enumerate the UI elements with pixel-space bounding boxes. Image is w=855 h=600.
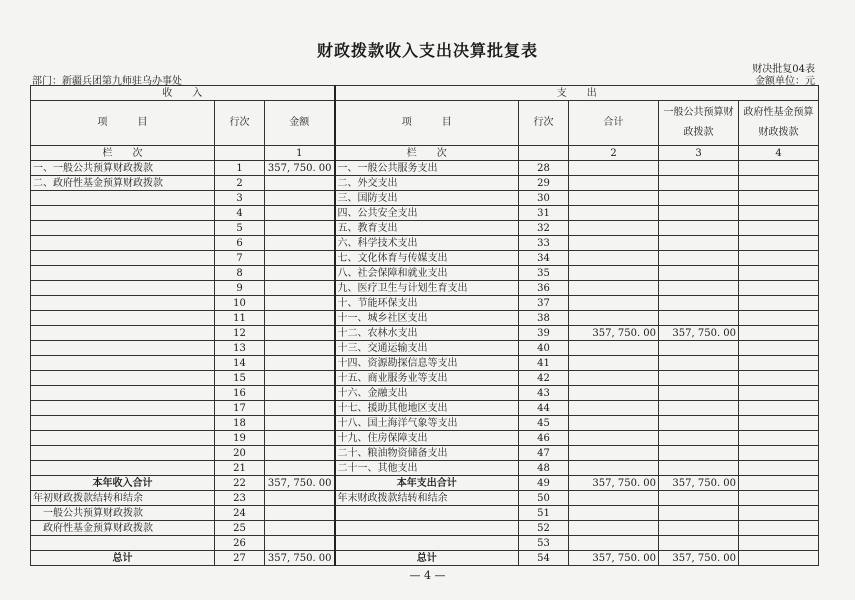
income-item-cell (31, 191, 215, 206)
expense-total-cell (569, 461, 659, 476)
income-amount-cell (265, 446, 335, 461)
expense-item-cell: 四、公共安全支出 (335, 206, 519, 221)
income-line-cell: 2 (215, 176, 265, 191)
fund-budget-cell (739, 206, 819, 221)
table-row (31, 416, 819, 431)
income-amount-cell (265, 416, 335, 431)
income-line-cell: 23 (215, 491, 265, 506)
income-item-cell (31, 461, 215, 476)
table-row (31, 206, 819, 221)
table-row (31, 371, 819, 386)
general-budget-cell: 357, 750. 00 (659, 326, 739, 341)
general-budget-cell (659, 521, 739, 536)
income-item-cell (31, 266, 215, 281)
table-row (31, 296, 819, 311)
general-budget-cell (659, 251, 739, 266)
expense-line-cell: 49 (519, 476, 569, 491)
income-amount-cell (265, 191, 335, 206)
expense-total-cell (569, 371, 659, 386)
summary-row (31, 491, 819, 506)
general-budget-cell (659, 266, 739, 281)
income-item-cell: 一、一般公共预算财政拨款 (31, 161, 215, 176)
income-item-cell (31, 401, 215, 416)
fund-budget-cell (739, 371, 819, 386)
income-line-cell: 6 (215, 236, 265, 251)
expense-item-cell: 十八、国土海洋气象等支出 (335, 416, 519, 431)
income-line-cell: 15 (215, 371, 265, 386)
expense-item-cell: 十一、城乡社区支出 (335, 311, 519, 326)
expense-item-cell: 十四、资源勘探信息等支出 (335, 356, 519, 371)
expense-total-cell (569, 221, 659, 236)
income-amount-cell (265, 296, 335, 311)
general-budget-cell (659, 356, 739, 371)
expense-item-cell: 八、社会保障和就业支出 (335, 266, 519, 281)
income-amount-cell (265, 401, 335, 416)
expense-total-cell (569, 431, 659, 446)
expense-item-cell: 十二、农林水支出 (335, 326, 519, 341)
expense-line-cell: 41 (519, 356, 569, 371)
appropriation-table (30, 85, 819, 566)
expense-item-cell (335, 536, 519, 551)
expense-line-cell: 43 (519, 386, 569, 401)
table-row (31, 251, 819, 266)
expense-total-cell (569, 491, 659, 506)
expense-total-cell (569, 521, 659, 536)
income-item-cell: 一般公共预算财政拨款 (31, 506, 215, 521)
expense-line-cell: 33 (519, 236, 569, 251)
general-budget-cell: 357, 750. 00 (659, 476, 739, 491)
fund-budget-cell (739, 266, 819, 281)
table-row (31, 281, 819, 296)
expense-total-cell (569, 341, 659, 356)
expense-total-cell (569, 176, 659, 191)
general-budget-cell (659, 191, 739, 206)
general-budget-cell (659, 236, 739, 251)
table-row (31, 446, 819, 461)
income-amount-cell (265, 281, 335, 296)
table-row (31, 311, 819, 326)
fund-budget-cell (739, 536, 819, 551)
general-budget-cell (659, 431, 739, 446)
income-amount-cell (265, 221, 335, 236)
income-line-cell: 22 (215, 476, 265, 491)
table-row (31, 341, 819, 356)
expense-item-cell (335, 506, 519, 521)
expense-item-cell: 十五、商业服务业等支出 (335, 371, 519, 386)
expense-item-cell: 七、文化体育与传媒支出 (335, 251, 519, 266)
general-budget-cell (659, 176, 739, 191)
expense-line-cell: 50 (519, 491, 569, 506)
income-item-cell (31, 356, 215, 371)
page-title: 财政拨款收入支出决算批复表 (316, 41, 538, 60)
expense-line-cell: 35 (519, 266, 569, 281)
income-section-header: 收 入 (31, 86, 335, 101)
fund-budget-cell (739, 491, 819, 506)
expense-line-cell: 38 (519, 311, 569, 326)
expense-total-cell (569, 161, 659, 176)
income-line-cell: 5 (215, 221, 265, 236)
general-budget-cell (659, 491, 739, 506)
table-row (31, 401, 819, 416)
department-label: 部门：新疆兵团第九师驻乌办事处 (32, 76, 182, 87)
income-item-cell (31, 386, 215, 401)
general-budget-cell (659, 296, 739, 311)
expense-line-cell: 40 (519, 341, 569, 356)
currency-unit-label: 金额单位：元 (755, 76, 815, 87)
income-amount-cell: 357, 750. 00 (265, 476, 335, 491)
expense-total-cell: 357, 750. 00 (569, 551, 659, 566)
income-amount-cell (265, 506, 335, 521)
income-amount-cell: 357, 750. 00 (265, 551, 335, 566)
income-item-cell (31, 446, 215, 461)
income-item-cell: 本年收入合计 (31, 476, 215, 491)
income-item-cell (31, 296, 215, 311)
page-number: — 4 — (409, 569, 446, 582)
expense-line-cell: 47 (519, 446, 569, 461)
fund-budget-cell (739, 386, 819, 401)
expense-total-cell (569, 386, 659, 401)
fund-budget-cell (739, 356, 819, 371)
expense-line-cell: 52 (519, 521, 569, 536)
summary-row (31, 506, 819, 521)
expense-line-cell: 44 (519, 401, 569, 416)
column-header-row (31, 101, 819, 146)
table-row (31, 266, 819, 281)
expense-line-header: 行次 (519, 101, 569, 146)
table-row (31, 221, 819, 236)
expense-line-cell: 29 (519, 176, 569, 191)
general-budget-cell (659, 161, 739, 176)
expense-line-cell: 28 (519, 161, 569, 176)
income-line-cell: 3 (215, 191, 265, 206)
table-row (31, 236, 819, 251)
expense-line-cell: 42 (519, 371, 569, 386)
expense-total-cell (569, 191, 659, 206)
income-item-cell (31, 206, 215, 221)
expense-total-cell (569, 536, 659, 551)
table-row (31, 161, 819, 176)
income-line-cell: 26 (215, 536, 265, 551)
income-amount-cell (265, 251, 335, 266)
income-item-cell: 政府性基金预算财政拨款 (31, 521, 215, 536)
fund-budget-cell (739, 341, 819, 356)
fund-budget-cell (739, 236, 819, 251)
income-line-cell: 13 (215, 341, 265, 356)
income-line-cell: 27 (215, 551, 265, 566)
column-number-row (31, 146, 819, 161)
fund-budget-cell (739, 551, 819, 566)
expense-section-header: 支 出 (335, 86, 819, 101)
fund-budget-cell (739, 416, 819, 431)
expense-line-cell: 54 (519, 551, 569, 566)
income-line-cell: 14 (215, 356, 265, 371)
column-number-3: 3 (659, 146, 739, 161)
income-line-cell: 9 (215, 281, 265, 296)
income-amount-header: 金额 (265, 101, 335, 146)
income-amount-cell (265, 341, 335, 356)
income-amount-cell (265, 491, 335, 506)
expense-item-cell: 九、医疗卫生与计划生育支出 (335, 281, 519, 296)
expense-total-cell (569, 506, 659, 521)
expense-line-cell: 51 (519, 506, 569, 521)
income-line-cell: 8 (215, 266, 265, 281)
income-line-header: 行次 (215, 101, 265, 146)
income-item-cell (31, 416, 215, 431)
income-item-cell (31, 311, 215, 326)
income-amount-cell (265, 356, 335, 371)
form-number: 财决批复04表 (752, 64, 815, 75)
general-budget-cell (659, 446, 739, 461)
fund-budget-cell (739, 251, 819, 266)
income-line-cell: 12 (215, 326, 265, 341)
expense-line-cell: 30 (519, 191, 569, 206)
expense-total-cell (569, 311, 659, 326)
table-row (31, 356, 819, 371)
expense-item-cell: 总计 (335, 551, 519, 566)
expense-line-cell: 46 (519, 431, 569, 446)
income-line-cell: 20 (215, 446, 265, 461)
income-item-cell: 总计 (31, 551, 215, 566)
income-item-cell (31, 341, 215, 356)
expense-item-cell (335, 521, 519, 536)
income-line-cell: 16 (215, 386, 265, 401)
column-number-2: 2 (569, 146, 659, 161)
summary-row (31, 521, 819, 536)
expense-item-cell: 十六、金融支出 (335, 386, 519, 401)
expense-line-cell: 34 (519, 251, 569, 266)
general-budget-cell (659, 386, 739, 401)
expense-total-cell (569, 251, 659, 266)
summary-row (31, 476, 819, 491)
income-item-cell (31, 431, 215, 446)
table-row (31, 326, 819, 341)
table-row (31, 176, 819, 191)
expense-item-cell: 二十、粮油物资储备支出 (335, 446, 519, 461)
expense-total-cell (569, 296, 659, 311)
income-amount-cell (265, 536, 335, 551)
income-amount-cell (265, 311, 335, 326)
fund-budget-cell (739, 431, 819, 446)
expense-total-cell: 357, 750. 00 (569, 476, 659, 491)
income-amount-cell (265, 386, 335, 401)
expense-total-cell (569, 266, 659, 281)
fund-budget-cell (739, 311, 819, 326)
general-budget-cell (659, 341, 739, 356)
table-row (31, 386, 819, 401)
general-budget-cell (659, 371, 739, 386)
expense-item-cell: 二、外交支出 (335, 176, 519, 191)
general-budget-cell (659, 221, 739, 236)
income-amount-cell (265, 371, 335, 386)
expense-item-cell: 本年支出合计 (335, 476, 519, 491)
income-line-cell: 24 (215, 506, 265, 521)
income-item-cell: 年初财政拨款结转和结余 (31, 491, 215, 506)
fund-budget-cell (739, 221, 819, 236)
income-item-cell (31, 251, 215, 266)
expense-item-cell: 年末财政拨款结转和结余 (335, 491, 519, 506)
fund-budget-cell (739, 446, 819, 461)
expense-line-cell: 36 (519, 281, 569, 296)
income-item-cell (31, 371, 215, 386)
expense-total-cell (569, 206, 659, 221)
column-number-1: 1 (265, 146, 335, 161)
expense-total-cell (569, 281, 659, 296)
column-label-expense: 栏 次 (335, 146, 519, 161)
fund-budget-cell (739, 191, 819, 206)
expense-item-cell: 十三、交通运输支出 (335, 341, 519, 356)
general-budget-cell (659, 281, 739, 296)
summary-row (31, 536, 819, 551)
fund-budget-cell (739, 521, 819, 536)
income-amount-cell (265, 176, 335, 191)
fund-budget-cell (739, 476, 819, 491)
income-line-cell: 25 (215, 521, 265, 536)
fund-budget-cell (739, 296, 819, 311)
general-budget-cell (659, 536, 739, 551)
income-item-header: 项 目 (31, 101, 215, 146)
expense-line-cell: 45 (519, 416, 569, 431)
fund-budget-cell (739, 506, 819, 521)
income-amount-cell (265, 431, 335, 446)
column-number-4: 4 (739, 146, 819, 161)
income-amount-cell (265, 521, 335, 536)
expense-item-cell: 五、教育支出 (335, 221, 519, 236)
expense-item-cell: 二十一、其他支出 (335, 461, 519, 476)
table-row (31, 191, 819, 206)
fund-budget-cell (739, 161, 819, 176)
income-amount-cell (265, 461, 335, 476)
general-budget-cell (659, 506, 739, 521)
income-item-cell (31, 326, 215, 341)
general-budget-header: 一般公共预算财政拨款 (659, 101, 739, 146)
expense-line-cell: 37 (519, 296, 569, 311)
expense-total-cell (569, 236, 659, 251)
fund-budget-cell (739, 281, 819, 296)
general-budget-cell (659, 311, 739, 326)
table-row (31, 461, 819, 476)
income-item-cell (31, 221, 215, 236)
income-amount-cell (265, 326, 335, 341)
summary-row (31, 551, 819, 566)
expense-item-cell: 一、一般公共服务支出 (335, 161, 519, 176)
income-amount-cell: 357, 750. 00 (265, 161, 335, 176)
table-row (31, 431, 819, 446)
expense-total-cell (569, 416, 659, 431)
column-label-income: 栏 次 (31, 146, 215, 161)
income-line-cell: 19 (215, 431, 265, 446)
income-amount-cell (265, 206, 335, 221)
fund-budget-cell (739, 326, 819, 341)
general-budget-cell: 357, 750. 00 (659, 551, 739, 566)
fund-budget-header: 政府性基金预算财政拨款 (739, 101, 819, 146)
income-line-cell: 18 (215, 416, 265, 431)
expense-line-cell: 53 (519, 536, 569, 551)
section-header-row (31, 86, 819, 101)
income-line-cell: 7 (215, 251, 265, 266)
expense-item-cell: 六、科学技术支出 (335, 236, 519, 251)
expense-line-cell: 48 (519, 461, 569, 476)
expense-item-cell: 十七、援助其他地区支出 (335, 401, 519, 416)
income-item-cell (31, 536, 215, 551)
fund-budget-cell (739, 461, 819, 476)
general-budget-cell (659, 401, 739, 416)
expense-total-cell (569, 356, 659, 371)
expense-total-cell: 357, 750. 00 (569, 326, 659, 341)
income-amount-cell (265, 266, 335, 281)
expense-total-cell (569, 401, 659, 416)
expense-line-cell: 39 (519, 326, 569, 341)
income-line-cell: 1 (215, 161, 265, 176)
income-amount-cell (265, 236, 335, 251)
general-budget-cell (659, 206, 739, 221)
fund-budget-cell (739, 176, 819, 191)
expense-line-cell: 31 (519, 206, 569, 221)
expense-line-cell: 32 (519, 221, 569, 236)
income-line-cell: 10 (215, 296, 265, 311)
income-line-cell: 21 (215, 461, 265, 476)
expense-item-cell: 三、国防支出 (335, 191, 519, 206)
expense-item-header: 项 目 (335, 101, 519, 146)
general-budget-cell (659, 416, 739, 431)
expense-total-cell (569, 446, 659, 461)
fund-budget-cell (739, 401, 819, 416)
income-line-cell: 11 (215, 311, 265, 326)
income-item-cell (31, 236, 215, 251)
expense-total-header: 合计 (569, 101, 659, 146)
income-line-cell: 17 (215, 401, 265, 416)
expense-item-cell: 十九、住房保障支出 (335, 431, 519, 446)
income-line-cell: 4 (215, 206, 265, 221)
expense-item-cell: 十、节能环保支出 (335, 296, 519, 311)
income-item-cell: 二、政府性基金预算财政拨款 (31, 176, 215, 191)
income-item-cell (31, 281, 215, 296)
general-budget-cell (659, 461, 739, 476)
